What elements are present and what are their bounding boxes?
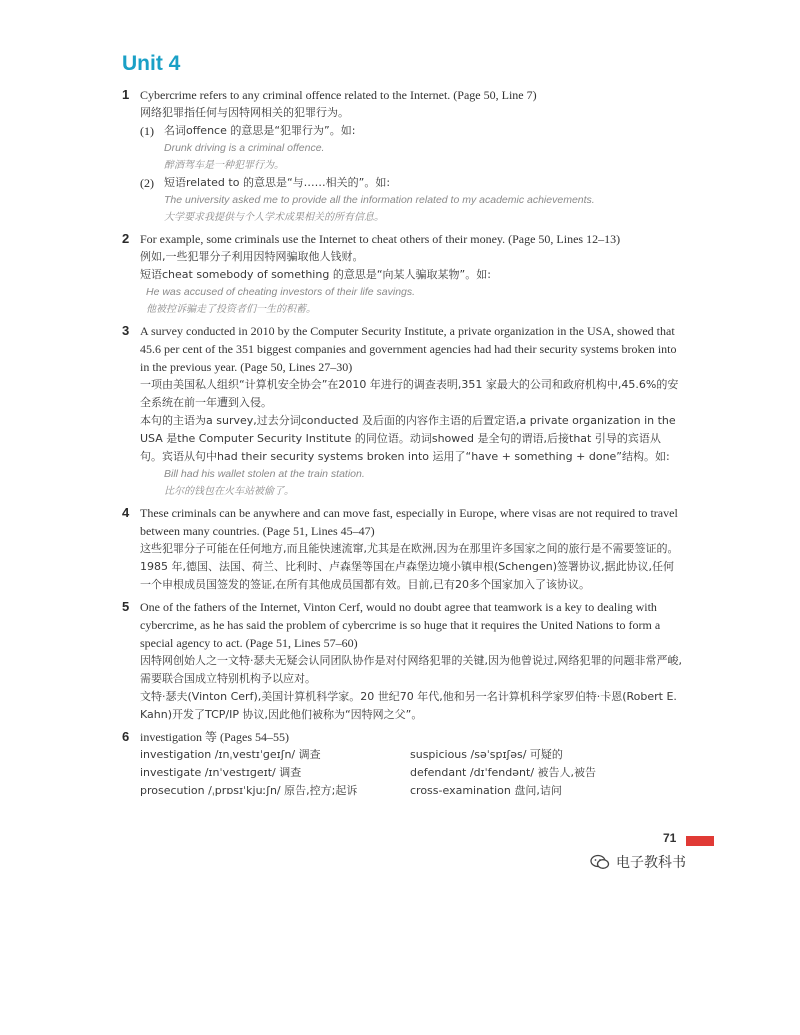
- watermark-text: 电子教科书: [616, 855, 686, 871]
- note-explanation: 1985 年,德国、法国、荷兰、比利时、卢森堡等国在卢森堡边境小镇申根(Schengen)签署协议,据此协议,任何一个申根成员国签发的签证,在所有其他成员国都有效。目前,已有20多个国家加入了该协议。: [140, 560, 675, 591]
- vocab-item: investigate /ɪnˈvestɪɡeɪt/ 调查: [140, 766, 302, 779]
- note-6: [122, 728, 682, 800]
- sub-note-text: 短语related to 的意思是“与……相关的”。如:: [164, 176, 391, 189]
- note-number: 2: [122, 231, 130, 246]
- note-english: These criminals can be anywhere and can move fast, especially in Europe, where visas are not required to travel between many countries. (Page 51, Lines 45–47): [140, 506, 678, 538]
- vocab-item: suspicious /səˈspɪʃəs/ 可疑的: [410, 748, 563, 761]
- note-chinese: 一项由美国私人组织“计算机安全协会”在2010 年进行的调查表明,351 家最大的公司和政府机构中,45.6%的安全系统在前一年遭到入侵。: [140, 378, 679, 409]
- note-number: 3: [122, 323, 130, 338]
- vocab-item: defendant /dɪˈfendənt/ 被告人,被告: [410, 766, 597, 779]
- vocab-item: investigation /ɪnˌvestɪˈɡeɪʃn/ 调查: [140, 748, 321, 761]
- sub-note-text: 名词offence 的意思是“犯罪行为”。如:: [164, 124, 356, 137]
- note-chinese: 例如,一些犯罪分子利用因特网骗取他人钱财。: [140, 250, 364, 263]
- note-number: 4: [122, 505, 130, 520]
- example-chinese: 比尔的钱包在火车站被偷了。: [164, 486, 294, 497]
- note-english: Cybercrime refers to any criminal offence related to the Internet. (Page 50, Line 7): [140, 88, 537, 102]
- example-english: He was accused of cheating investors of their life savings.: [146, 286, 416, 298]
- sub-note-label: (2): [140, 176, 154, 190]
- note-explanation: 文特·瑟夫(Vinton Cerf),美国计算机科学家。20 世纪70 年代,他和另一名计算机科学家罗伯特·卡恩(Robert E. Kahn)开发了TCP/IP 协议,因此他们被称为“因特网之父”。: [140, 690, 677, 721]
- example-english: The university asked me to provide all the information related to my academic achievements.: [164, 194, 595, 206]
- sub-note-1: [140, 122, 682, 174]
- wechat-icon: [590, 854, 610, 870]
- note-3: [122, 322, 682, 500]
- example-english: Drunk driving is a criminal offence.: [164, 142, 325, 154]
- note-number: 5: [122, 599, 130, 614]
- note-2: [122, 230, 682, 318]
- note-explanation: 本句的主语为a survey,过去分词conducted 及后面的内容作主语的后置定语,a private organization in the USA 是the Computer Security Institute 的同位语。动词showed 是全句的谓语,后接that 引导的宾语从句。宾语从句中had their security systems broken into 运用了“have + something + done”结构。如:: [140, 414, 676, 463]
- example-english: Bill had his wallet stolen at the train station.: [164, 468, 365, 480]
- note-chinese: 网络犯罪指任何与因特网相关的犯罪行为。: [140, 106, 349, 119]
- note-chinese: 因特网创始人之一文特·瑟夫无疑会认同团队协作是对付网络犯罪的关键,因为他曾说过,网络犯罪的问题非常严峻,需要联合国成立特别机构予以应对。: [140, 654, 682, 685]
- note-english: For example, some criminals use the Internet to cheat others of their money. (Page 50, Lines 12–13): [140, 232, 621, 246]
- vocab-item: cross-examination 盘问,诘问: [410, 784, 562, 797]
- sub-note-label: (1): [140, 124, 154, 138]
- note-english: One of the fathers of the Internet, Vinton Cerf, would no doubt agree that teamwork is a key to dealing with cybercrime, as he has said the problem of cybercrime is so huge that it requires the United Nations to form a special agency to act. (Page 51, Lines 57–60): [140, 600, 661, 650]
- example-chinese: 他被控诉骗走了投资者们一生的积蓄。: [146, 304, 316, 315]
- vocabulary-list: [140, 746, 682, 800]
- unit-title: Unit 4: [122, 52, 181, 75]
- note-english: investigation 等 (Pages 54–55): [140, 730, 289, 744]
- note-explanation: 短语cheat somebody of something 的意思是“向某人骗取某物”。如:: [140, 268, 491, 281]
- note-1: [122, 86, 682, 226]
- watermark: [590, 852, 686, 872]
- note-4: [122, 504, 682, 594]
- page-number-bar: [686, 836, 714, 846]
- page-number: 71: [663, 831, 677, 845]
- note-number: 6: [122, 729, 130, 744]
- note-english: A survey conducted in 2010 by the Computer Security Institute, a private organization in the USA, showed that 45.6 per cent of the 351 biggest companies and government agencies had had their security systems broken into in the previous year. (Page 50, Lines 27–30): [140, 324, 677, 374]
- note-5: [122, 598, 682, 724]
- note-number: 1: [122, 87, 130, 102]
- note-chinese: 这些犯罪分子可能在任何地方,而且能快速流窜,尤其是在欧洲,因为在那里许多国家之间的旅行是不需要签证的。: [140, 542, 679, 555]
- vocab-item: prosecution /ˌprɒsɪˈkjuːʃn/ 原告,控方;起诉: [140, 784, 358, 797]
- sub-note-2: [140, 174, 682, 226]
- example-chinese: 醉酒驾车是一种犯罪行为。: [164, 160, 284, 171]
- example-chinese: 大学要求我提供与个人学术成果相关的所有信息。: [164, 212, 384, 223]
- notes-content: [122, 86, 682, 804]
